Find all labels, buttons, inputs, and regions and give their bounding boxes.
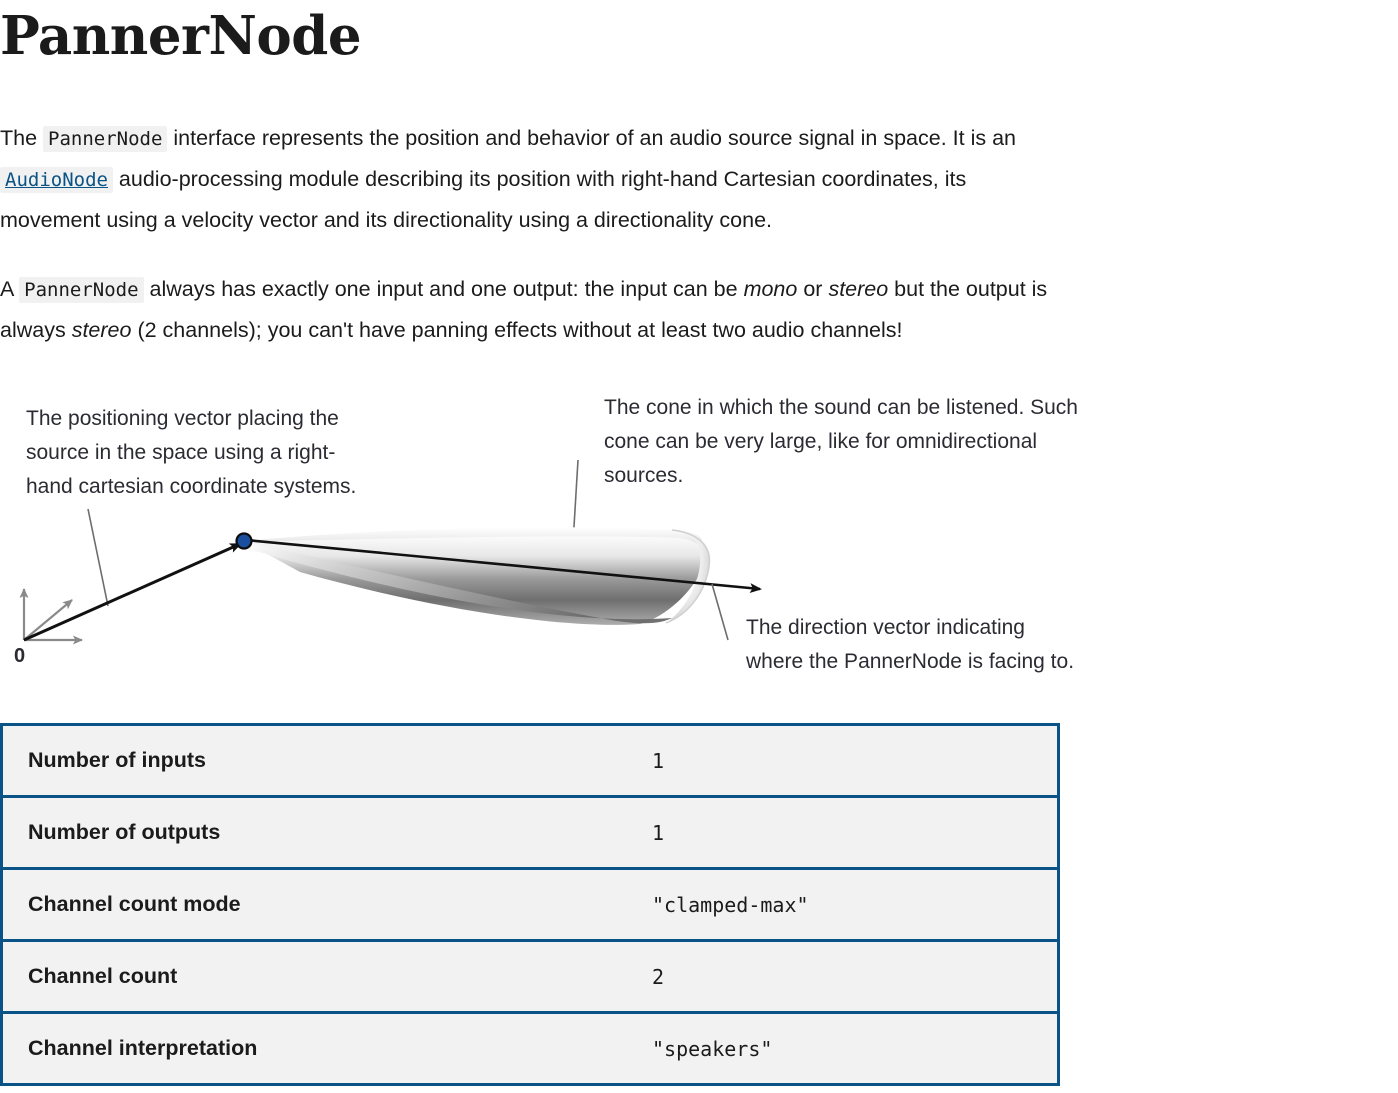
direction-line-2: where the PannerNode is facing to. bbox=[746, 650, 1075, 673]
table-row bbox=[2, 797, 1059, 869]
spec-property-value: 1 bbox=[652, 820, 665, 845]
spec-property-label: Number of outputs bbox=[28, 820, 221, 844]
axis-z bbox=[24, 600, 72, 640]
spec-table-body bbox=[2, 725, 1059, 1085]
positioning-vector-arrow bbox=[24, 544, 240, 640]
source-point-dot bbox=[237, 534, 252, 549]
paragraph2-segment-5: (2 channels); you can't have panning effects without at least two audio channels! bbox=[131, 318, 903, 342]
direction-line-1: The direction vector indicating bbox=[746, 616, 1025, 639]
emphasis-stereo-1: stereo bbox=[828, 277, 889, 301]
annotation-direction-vector bbox=[712, 584, 1074, 673]
intro-paragraph-2 bbox=[0, 269, 1065, 350]
pannernode-spec-table bbox=[0, 723, 1060, 1086]
table-row bbox=[2, 941, 1059, 1013]
cone-line-3: sources. bbox=[604, 464, 684, 487]
emphasis-mono: mono bbox=[743, 277, 798, 301]
spec-property-value: 1 bbox=[652, 748, 665, 773]
table-row bbox=[2, 1013, 1059, 1085]
paragraph2-segment-1: A bbox=[0, 277, 20, 301]
cone-line-2: cone can be very large, like for omnidirectional bbox=[604, 430, 1038, 453]
pannernode-diagram bbox=[0, 378, 1080, 698]
paragraph1-segment-1: The bbox=[0, 126, 44, 150]
spec-property-label: Channel count bbox=[28, 964, 178, 988]
spec-property-label: Channel count mode bbox=[28, 892, 241, 916]
paragraph2-segment-3: or bbox=[797, 277, 829, 301]
paragraph1-segment-3: audio-processing module describing its position with right-hand Cartesian coordinates, its movement using a velocity vector and its directionality using a directionality cone. bbox=[0, 167, 967, 232]
link-audionode[interactable]: AudioNode bbox=[0, 167, 113, 193]
spec-property-value: 2 bbox=[652, 964, 665, 989]
spec-property-value: "clamped-max" bbox=[652, 892, 809, 917]
spec-property-label: Number of inputs bbox=[28, 748, 206, 772]
leader-line-direction bbox=[712, 584, 728, 640]
positioning-line-2: source in the space using a right- bbox=[26, 441, 336, 464]
cone-line-1: The cone in which the sound can be listened. Such bbox=[604, 396, 1078, 419]
table-row bbox=[2, 725, 1059, 797]
paragraph2-segment-4: but the output is always bbox=[0, 277, 1048, 342]
intro-paragraph-1 bbox=[0, 118, 1065, 240]
code-pannernode-1: PannerNode bbox=[43, 126, 167, 152]
paragraph2-segment-2: always has exactly one input and one output: the input can be bbox=[143, 277, 744, 301]
code-pannernode-2: PannerNode bbox=[19, 277, 143, 303]
spec-property-value: "speakers" bbox=[652, 1036, 773, 1061]
sound-cone bbox=[245, 527, 710, 625]
positioning-line-1: The positioning vector placing the bbox=[26, 407, 339, 430]
emphasis-stereo-2: stereo bbox=[71, 318, 132, 342]
leader-line-positioning bbox=[88, 509, 108, 606]
spec-property-label: Channel interpretation bbox=[28, 1036, 258, 1060]
table-row bbox=[2, 869, 1059, 941]
paragraph1-segment-2: interface represents the position and behavior of an audio source signal in space. It is an bbox=[167, 126, 1016, 150]
annotation-positioning-vector bbox=[26, 407, 356, 606]
page-title: PannerNode bbox=[0, 5, 362, 67]
origin-label: 0 bbox=[14, 645, 26, 667]
positioning-line-3: hand cartesian coordinate systems. bbox=[26, 475, 357, 498]
